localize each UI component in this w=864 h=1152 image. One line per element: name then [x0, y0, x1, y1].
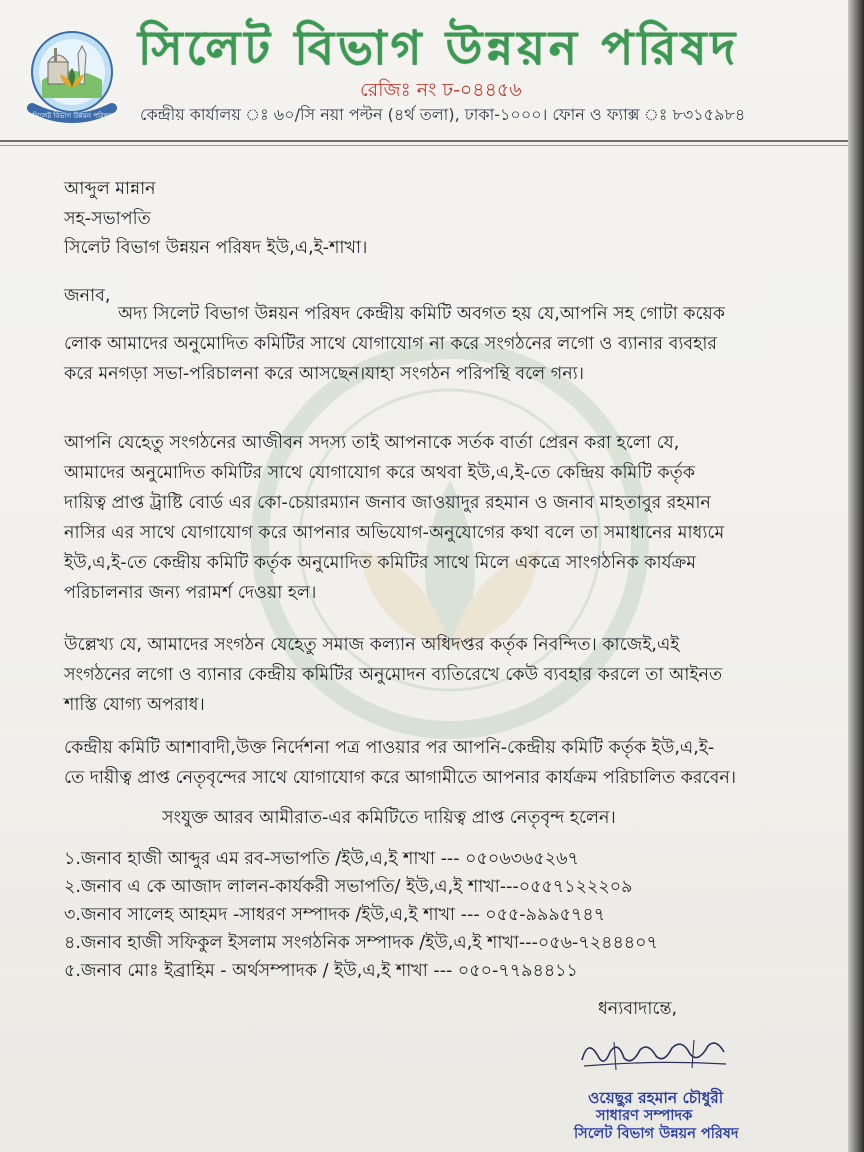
list-item: ৫.জনাব মোঃ ইব্রাহিম - অর্থসম্পাদক / ইউ,এ,ই শাখা --- ০৫০-৭৭৯৪৪১১ — [64, 961, 578, 981]
svg-text:সিলেট বিভাগ উন্নয়ন পরিষদ: সিলেট বিভাগ উন্নয়ন পরিষদ — [32, 112, 112, 120]
letterhead-title: সিলেট বিভাগ উন্নয়ন পরিষদ — [138, 21, 740, 76]
paragraph-line: নাসির এর সাথে যোগাযোগ করে আপনার অভিযোগ-অনুযোগের কথা বলে তা সমাধানের মাধ্যমে — [64, 523, 725, 543]
office-address: কেন্দ্রীয় কার্যালয় ঃ ৬০/সি নয়া পল্টন (৪র্থ তলা), ঢাকা-১০০০। ফোন ও ফ্যাক্স ঃ ৮৩১৫৯৮৪ — [140, 105, 746, 124]
leaders-list — [64, 845, 658, 985]
list-item: ৩.জনাব সালেহ আহমদ -সাধরণ সম্পাদক /ইউ,এ,ই শাখা --- ০৫৫-৯৯৯৫৭৪৭ — [64, 905, 606, 925]
signatory-organization: সিলেট বিভাগ উন্নয়ন পরিষদ — [574, 1126, 739, 1142]
page-edge-shadow — [848, 0, 864, 1152]
paragraph-line: পরিচালনার জন্য পরামর্শ দেওয়া হল। — [64, 583, 317, 603]
closing-text: ধন্যবাদান্তে, — [598, 999, 678, 1019]
organization-logo — [26, 28, 118, 128]
recipient-name: আব্দুল মান্নান — [64, 179, 156, 199]
handwritten-signature — [574, 1030, 734, 1076]
paragraph-line: ইউ,এ,ই-তে কেন্দ্রীয় কমিটি কর্তৃক অনুমোদিত কমিটির সাথে মিলে একত্রে সাংগঠনিক কার্যক্রম — [64, 553, 696, 573]
leaders-list-heading: সংযুক্ত আরব আমীরাত-এর কমিটিতে দায়িত্ব প্রাপ্ত নেতৃবৃন্দ হলেন। — [162, 808, 616, 828]
paragraph-line: সংগঠনের লগো ও ব্যানার কেন্দ্রীয় কমিটির অনুমোদন ব্যতিরেখে কেউ ব্যবহার করলে তা আইনত — [64, 665, 723, 685]
recipient-designation: সহ-সভাপতি — [64, 209, 151, 229]
signatory-title: সাধারণ সম্পাদক — [596, 1108, 693, 1124]
recipient-organization: সিলেট বিভাগ উন্নয়ন পরিষদ ইউ,এ,ই-শাখা। — [64, 238, 368, 258]
header-divider-thin — [0, 145, 848, 146]
paragraph-line: আমাদের অনুমোদিত কমিটির সাথে যোগাযোগ করে অথবা ইউ,এ,ই-তে কেন্দ্রিয় কমিটি কর্তৃক — [64, 463, 695, 483]
signatory-name: ওয়েছুর রহমান চৌধুরী — [588, 1089, 724, 1107]
paragraph-line: দায়িত্ব প্রাপ্ত ট্রাষ্টি বোর্ড এর কো-চেয়ারম্যান জনাব জাওয়াদুর রহমান ও জনাব মাহতাবুর রহমান — [64, 493, 711, 513]
paragraph-line: করে মনগড়া সভা-পরিচালনা করে আসছেন।যাহা সংগঠন পরিপন্থি বলে গন্য। — [64, 364, 584, 384]
paragraph-line: তে দায়ীত্ব প্রাপ্ত নেতৃবৃন্দের সাথে যোগাযোগ করে আগামীতে আপনার কার্যক্রম পরিচালিত করবেন। — [64, 768, 737, 788]
list-item: ৪.জনাব হাজী সফিকুল ইসলাম সংগঠনিক সম্পাদক /ইউ,এ,ই শাখা---০৫৬-৭২৪৪৪০৭ — [64, 933, 658, 953]
paragraph-1 — [64, 299, 725, 389]
paragraph-line: অদ্য সিলেট বিভাগ উন্নয়ন পরিষদ কেন্দ্রীয় কমিটি অবগত হয় যে,আপনি সহ গোটা কয়েক — [118, 304, 726, 324]
paragraph-4 — [64, 733, 736, 793]
paragraph-line: উল্লেখ্য যে, আমাদের সংগঠন যেহেতু সমাজ কল্যান অধিদপ্তর কর্তৃক নিবন্দিত। কাজেই,এই — [64, 635, 680, 655]
list-item: ১.জনাব হাজী আব্দুর এম রব-সভাপতি /ইউ,এ,ই শাখা --- ০৫০৬৩৬৫২৬৭ — [64, 849, 579, 869]
paragraph-line: আপনি যেহেতু সংগঠনের আজীবন সদস্য তাই আপনাকে সর্তক বার্তা প্রেরন করা হলো যে, — [64, 433, 680, 453]
paragraph-2 — [64, 428, 724, 608]
list-item: ২.জনাব এ কে আজাদ লালন-কার্যকরী সভাপতি/ ইউ,এ,ই শাখা---০৫৫৭১২২২০৯ — [64, 877, 633, 897]
paragraph-line: লোক আমাদের অনুমোদিত কমিটির সাথে যোগাযোগ না করে সংগঠনের লগো ও ব্যানার ব্যবহার — [64, 334, 718, 354]
paragraph-3 — [64, 630, 722, 720]
paragraph-line: শাস্তি যোগ্য অপরাধ। — [64, 695, 205, 715]
salutation: জনাব, — [64, 286, 111, 306]
header-divider — [0, 140, 848, 142]
registration-number: রেজিঃ নং ঢ-০৪৪৫৬ — [360, 79, 522, 101]
paragraph-line: কেন্দ্রীয় কমিটি আশাবাদী,উক্ত নির্দেশনা পত্র পাওয়ার পর আপনি-কেন্দ্রীয় কমিটি কর্তৃক ইউ,এ,ই- — [64, 738, 715, 758]
